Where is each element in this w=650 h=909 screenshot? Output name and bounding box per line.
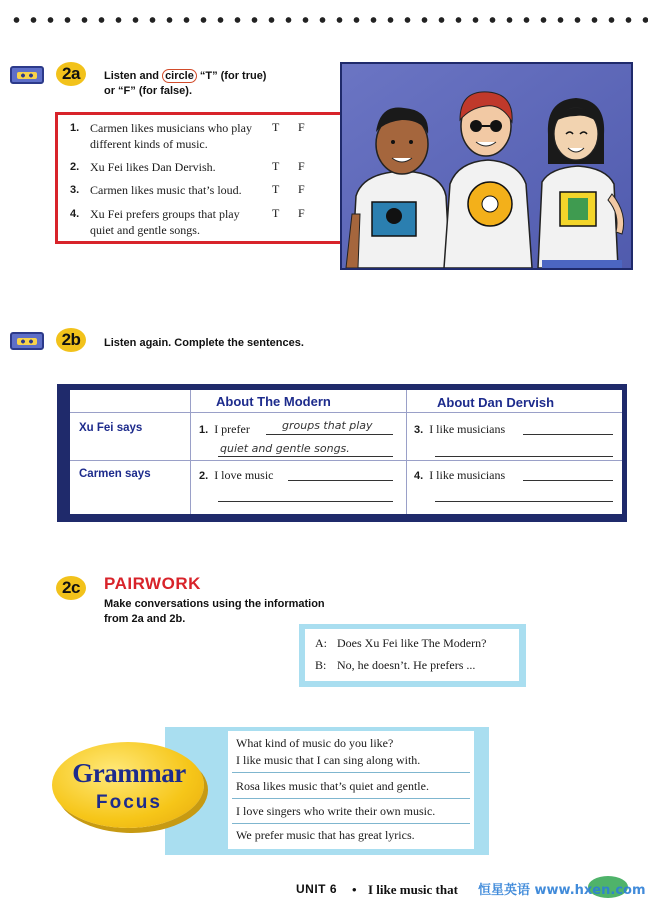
grammar-divider — [232, 823, 470, 824]
tf-item-2 — [70, 159, 265, 175]
false-option[interactable]: F — [298, 206, 305, 220]
teens-drawing — [342, 64, 631, 268]
conversation-box — [305, 629, 519, 681]
tf-item-text: Xu Fei prefers groups that play quiet and gentle songs. — [90, 207, 240, 237]
cassette-icon — [10, 66, 44, 84]
table-divider — [70, 460, 622, 461]
instruction-2a — [104, 69, 266, 99]
table-divider — [190, 390, 191, 514]
false-option[interactable]: F — [298, 159, 305, 173]
grammar-line-5: We prefer music that has great lyrics. — [236, 828, 415, 842]
true-option[interactable]: T — [272, 120, 280, 134]
conversation-text: No, he doesn’t. He prefers ... — [337, 658, 476, 672]
table-divider — [406, 390, 407, 514]
grammar-focus-subtitle: Focus — [96, 792, 162, 813]
instruction-2c-line1: Make conversations using the information — [104, 598, 325, 610]
sentence-text: I prefer — [214, 422, 250, 436]
answer-line[interactable] — [266, 434, 393, 435]
exercise-badge-2b: 2b — [56, 328, 86, 352]
instruction-2b: Listen again. Complete the sentences. — [104, 337, 304, 349]
sentence-number: 1. — [199, 424, 209, 436]
answer-line[interactable] — [523, 434, 613, 435]
conversation-text: Does Xu Fei like The Modern? — [337, 636, 487, 650]
sentence-text: I like musicians — [429, 422, 506, 436]
grammar-line-3: Rosa likes music that’s quiet and gentle. — [236, 779, 429, 793]
grammar-divider — [232, 772, 470, 773]
col-header-dervish: About Dan Dervish — [437, 395, 555, 410]
sentence-text: I like musicians — [429, 468, 506, 482]
instruction-2a-line2: or “F” (for false). — [104, 85, 193, 97]
sentence-4 — [414, 468, 505, 483]
tf-options-4[interactable] — [272, 206, 324, 221]
col-header-modern: About The Modern — [216, 394, 331, 409]
tf-options-1[interactable] — [272, 120, 324, 135]
instruction-2a-part2: “T” (for true) — [196, 70, 267, 82]
true-option[interactable]: T — [272, 159, 280, 173]
circle-word: circle — [162, 69, 197, 83]
answer-line[interactable] — [288, 480, 393, 481]
sentence-text: I love music — [214, 468, 274, 482]
grammar-focus-box — [228, 731, 474, 849]
illustration-three-teens — [340, 62, 633, 270]
grammar-line-1: What kind of music do you like? — [236, 736, 394, 750]
instruction-2c — [104, 597, 325, 627]
tf-item-text: Xu Fei likes Dan Dervish. — [90, 160, 216, 174]
tf-item-text: Carmen likes music that’s loud. — [90, 183, 242, 197]
tf-item-text: Carmen likes musicians who play different kinds of music. — [90, 121, 252, 151]
sentence-number: 2. — [199, 470, 209, 482]
false-option[interactable]: F — [298, 120, 305, 134]
watermark: 恒星英语 www.hxen.com — [478, 883, 646, 898]
answer-line[interactable] — [435, 456, 613, 457]
false-option[interactable]: F — [298, 182, 305, 196]
true-option[interactable]: T — [272, 182, 280, 196]
exercise-badge-2c: 2c — [56, 576, 86, 600]
table-divider — [70, 412, 622, 413]
footer-unit: UNIT 6 — [296, 882, 338, 896]
speaker-label: A: — [315, 636, 327, 650]
answer-line[interactable] — [435, 501, 613, 502]
grammar-divider — [232, 798, 470, 799]
speaker-label: B: — [315, 658, 327, 672]
tf-item-number: 3. — [70, 184, 80, 196]
answer-handwritten-1b: quiet and gentle songs. — [220, 442, 350, 455]
grammar-focus-title: Grammar — [72, 758, 186, 788]
answer-line[interactable] — [523, 480, 613, 481]
exercise-badge-2a: 2a — [56, 62, 86, 86]
tf-item-1 — [70, 120, 265, 152]
grammar-line-4: I love singers who write their own music. — [236, 804, 436, 818]
answer-line[interactable] — [218, 456, 393, 457]
row-label-xu-fei: Xu Fei says — [79, 422, 143, 434]
tf-item-number: 4. — [70, 208, 80, 220]
answer-handwritten-1a: groups that play — [282, 419, 373, 432]
row-label-carmen: Carmen says — [79, 468, 151, 480]
sentence-number: 4. — [414, 470, 424, 482]
instruction-2c-line2: from 2a and 2b. — [104, 613, 186, 625]
sentence-number: 3. — [414, 424, 424, 436]
footer-unit-title: I like music that — [368, 882, 458, 897]
tf-item-4 — [70, 206, 265, 238]
sentence-3 — [414, 422, 505, 437]
sentence-2 — [199, 468, 274, 483]
tf-item-number: 2. — [70, 161, 80, 173]
grammar-line-2: I like music that I can sing along with. — [236, 753, 421, 767]
tf-item-number: 1. — [70, 122, 80, 134]
tf-options-2[interactable] — [272, 159, 324, 174]
tf-item-3 — [70, 182, 265, 198]
true-option[interactable]: T — [272, 206, 280, 220]
instruction-2a-part1: Listen and — [104, 70, 163, 82]
footer-bullet: • — [352, 882, 357, 897]
dotted-border — [8, 14, 648, 26]
pairwork-title: PAIRWORK — [104, 574, 201, 593]
sentence-1 — [199, 422, 250, 437]
tf-options-3[interactable] — [272, 182, 324, 197]
conversation-line-a — [315, 631, 486, 655]
answer-line[interactable] — [218, 501, 393, 502]
cassette-icon — [10, 332, 44, 350]
conversation-line-b — [315, 653, 475, 677]
